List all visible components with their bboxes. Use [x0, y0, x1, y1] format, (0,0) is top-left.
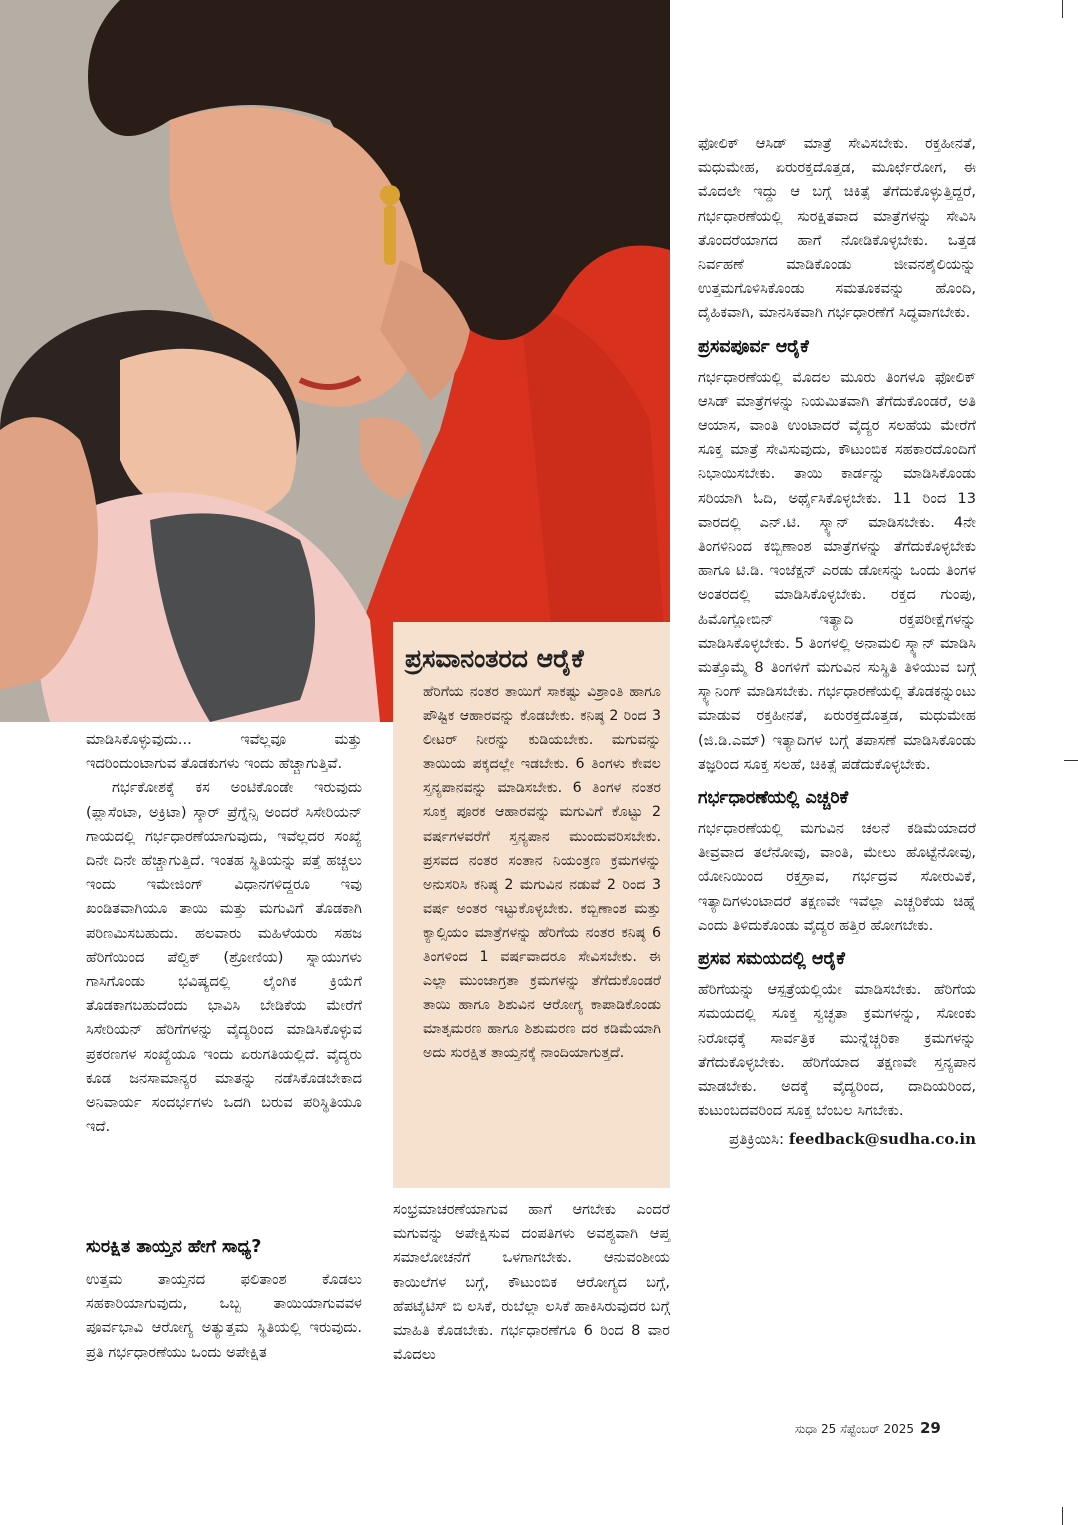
feedback-label: ಪ್ರತಿಕ್ರಿಯಿಸಿ: — [729, 1130, 785, 1149]
column-2-bottom — [393, 1198, 670, 1367]
feedback-line — [698, 1127, 976, 1151]
body-paragraph: ಫೋಲಿಕ್ ಆಸಿಡ್ ಮಾತ್ರೆ ಸೇವಿಸಬೇಕು. ರಕ್ತಹೀನತೆ, ಮಧುಮೇಹ, ಏರುರಕ್ತದೊತ್ತಡ, ಮೂರ್ಛೆರೋಗ, ಈ ಮೊದಲೇ ಇದ್ದು ಆ ಬಗ್ಗೆ ಚಿಕಿತ್ಸೆ ತೆಗೆದುಕೊಳ್ಳುತ್ತಿದ್ದರೆ, ಗರ್ಭಧಾರಣೆಯಲ್ಲಿ ಸುರಕ್ಷಿತವಾದ ಮಾತ್ರೆಗಳನ್ನು ಸೇವಿಸಿ ತೊಂದರೆಯಾಗದ ಹಾಗೆ ನೋಡಿಕೊಳ್ಳಬೇಕು. ಒತ್ತಡ ನಿರ್ವಹಣೆ ಮಾಡಿಕೊಂಡು ಜೀವನಶೈಲಿಯನ್ನು ಉತ್ತಮಗೊಳಿಸಿಕೊಂಡು ಸಮತೂಕವನ್ನು ಹೊಂದಿ, ದೈಹಿಕವಾಗಿ, ಮಾನಸಿಕವಾಗಿ ಗರ್ಭಧಾರಣೆಗೆ ಸಿದ್ಧವಾಗಬೇಕು. — [698, 135, 976, 322]
mother-baby-photo — [0, 0, 670, 722]
crop-mark — [1062, 1507, 1063, 1525]
body-paragraph: ಹೆರಿಗೆಯನ್ನು ಆಸ್ಪತ್ರೆಯಲ್ಲಿಯೇ ಮಾಡಿಸಬೇಕು. ಹೆರಿಗೆಯ ಸಮಯದಲ್ಲಿ ಸೂಕ್ತ ಸ್ವಚ್ಛತಾ ಕ್ರಮಗಳನ್ನು, ಸೋಂಕು ನಿರೋಧಕ್ಕೆ ಸಾರ್ವತ್ರಿಕ ಮುನ್ನೆಚ್ಚರಿಕಾ ಕ್ರಮಗಳನ್ನು ತೆಗೆದುಕೊಳ್ಳಬೇಕು. ಹೆರಿಗೆಯಾದ ತಕ್ಷಣವೇ ಸ್ತನ್ಯಪಾನ ಮಾಡಬೇಕು. ಅದಕ್ಕೆ ವೈದ್ಯರಿಂದ, ದಾದಿಯರಿಂದ, ಕುಟುಂಬದವರಿಂದ ಸೂಕ್ತ ಬೆಂಬಲ ಸಿಗಬೇಕು. — [698, 981, 976, 1120]
column-1-top — [86, 728, 362, 1139]
body-paragraph: ಗರ್ಭಧಾರಣೆಯಲ್ಲಿ ಮೊದಲ ಮೂರು ತಿಂಗಳೂ ಫೋಲಿಕ್ ಆಸಿಡ್ ಮಾತ್ರೆಗಳನ್ನು ನಿಯಮಿತವಾಗಿ ತೆಗೆದುಕೊಂಡರೆ, ಅತಿ ಆಯಾಸ, ವಾಂತಿ ಉಂಟಾದರೆ ವೈದ್ಯರ ಸಲಹೆಯ ಮೇರೆಗೆ ಸೂಕ್ತ ಮಾತ್ರೆ ಸೇವಿಸುವುದು, ಕೌಟುಂಬಿಕ ಸಹಕಾರದೊಂದಿಗೆ ನಿಭಾಯಿಸಬೇಕು. ತಾಯಿ ಕಾರ್ಡನ್ನು ಮಾಡಿಸಿಕೊಂಡು ಸರಿಯಾಗಿ ಓದಿ, ಅರ್ಥೈಸಿಕೊಳ್ಳಬೇಕು. 11 ರಿಂದ 13 ವಾರದಲ್ಲಿ ಎನ್.ಟಿ. ಸ್ಕ್ಯಾನ್ ಮಾಡಿಸಬೇಕು. 4ನೇ ತಿಂಗಳಿನಿಂದ ಕಬ್ಬಿಣಾಂಶ ಮಾತ್ರೆಗಳನ್ನು ತೆಗೆದುಕೊಳ್ಳಬೇಕು ಹಾಗೂ ಟಿ.ಡಿ. ಇಂಜೆಕ್ಷನ್ ಎರಡು ಡೋಸನ್ನು ಒಂದು ತಿಂಗಳ ಅಂತರದಲ್ಲಿ ಮಾಡಿಸಿಕೊಳ್ಳಬೇಕು. ರಕ್ತದ ಗುಂಪು, ಹಿಮೊಗ್ಲೋಬಿನ್ ಇತ್ಯಾದಿ ರಕ್ತಪರೀಕ್ಷೆಗಳನ್ನು ಮಾಡಿಸಿಕೊಳ್ಳಬೇಕು. 5 ತಿಂಗಳಲ್ಲಿ ಅನಾಮಲಿ ಸ್ಕ್ಯಾನ್ ಮಾಡಿಸಿ ಮತ್ತೊಮ್ಮೆ 8 ತಿಂಗಳಿಗೆ ಮಗುವಿನ ಸುಸ್ಥಿತಿ ತಿಳಿಯುವ ಬಗ್ಗೆ ಸ್ಕ್ಯಾನಿಂಗ್ ಮಾಡಿಸಬೇಕು. ಗರ್ಭಧಾರಣೆಯಲ್ಲಿ ತೊಡಕನ್ನುಂಟು ಮಾಡುವ ರಕ್ತಹೀನತೆ, ಏರುರಕ್ತದೊತ್ತಡ, ಮಧುಮೇಹ (ಜಿ.ಡಿ.ಎಮ್) ಇತ್ಯಾದಿಗಳ ಬಗ್ಗೆ ತಪಾಸಣೆ ಮಾಡಿಸಿಕೊಂಡು ತಜ್ಞರಿಂದ ಸೂಕ್ತ ಸಲಹೆ, ಚಿಕಿತ್ಸೆ ಪಡೆದುಕೊಳ್ಳಬೇಕು. — [698, 368, 976, 773]
body-paragraph: ಸಂಭ್ರಮಾಚರಣೆಯಾಗುವ ಹಾಗೆ ಆಗಬೇಕು ಎಂದರೆ ಮಗುವನ್ನು ಅಪೇಕ್ಷಿಸುವ ದಂಪತಿಗಳು ಅವಶ್ಯವಾಗಿ ಆಪ್ತ ಸಮಾಲೋಚನೆಗೆ ಒಳಗಾಗಬೇಕು. ಆನುವಂಶೀಯ ಕಾಯಿಲೆಗಳ ಬಗ್ಗೆ, ಕೌಟುಂಬಿಕ ಆರೋಗ್ಯದ ಬಗ್ಗೆ, ಹೆಪಟೈಟಿಸ್ ಬಿ ಲಸಿಕೆ, ರುಬೆಲ್ಲಾ ಲಸಿಕೆ ಹಾಕಿಸಿರುವುದರ ಬಗ್ಗೆ ಮಾಹಿತಿ ಕೊಡಬೇಕು. ಗರ್ಭಧಾರಣೆಗೂ 6 ರಿಂದ 8 ವಾರ ಮೊದಲು — [393, 1201, 670, 1364]
page-number: 29 — [920, 1419, 941, 1437]
folio-text: ಸುಧಾ 25 ಸೆಪ್ಟೆಂಬರ್ 2025 — [795, 1422, 914, 1436]
section-heading-prenatal-care: ಪ್ರಸವಪೂರ್ವ ಆರೈಕೆ — [698, 336, 809, 357]
box-text: ಹೆರಿಗೆಯ ನಂತರ ತಾಯಿಗೆ ಸಾಕಷ್ಟು ವಿಶ್ರಾಂತಿ ಹಾಗೂ ಪೌಷ್ಟಿಕ ಆಹಾರವನ್ನು ಕೊಡಬೇಕು. ಕನಿಷ್ಠ 2 ರಿಂದ 3 ಲೀಟರ್ ನೀರನ್ನು ಕುಡಿಯಬೇಕು. ಮಗುವನ್ನು ತಾಯಿಯ ಪಕ್ಕದಲ್ಲೇ ಇಡಬೇಕು. 6 ತಿಂಗಳು ಕೇವಲ ಸ್ತನ್ಯಪಾನವನ್ನು ಮಾಡಿಸಬೇಕು. 6 ತಿಂಗಳ ನಂತರ ಸೂಕ್ತ ಪೂರಕ ಆಹಾರವನ್ನು ಮಗುವಿಗೆ ಕೊಟ್ಟು 2 ವರ್ಷಗಳವರೆಗೆ ಸ್ತನ್ಯಪಾನ ಮುಂದುವರಿಸಬೇಕು. ಪ್ರಸವದ ನಂತರ ಸಂತಾನ ನಿಯಂತ್ರಣ ಕ್ರಮಗಳನ್ನು ಅನುಸರಿಸಿ ಕನಿಷ್ಠ 2 ಮಗುವಿನ ನಡುವೆ 2 ರಿಂದ 3 ವರ್ಷ ಅಂತರ ಇಟ್ಟುಕೊಳ್ಳಬೇಕು. ಕಬ್ಬಿಣಾಂಶ ಮತ್ತು ಕ್ಯಾಲ್ಸಿಯಂ ಮಾತ್ರೆಗಳನ್ನು ಹೆರಿಗೆಯ ನಂತರ ಕನಿಷ್ಠ 6 ತಿಂಗಳಿಂದ 1 ವರ್ಷವಾದರೂ ಸೇವಿಸಬೇಕು. ಈ ಎಲ್ಲಾ ಮುಂಜಾಗ್ರತಾ ಕ್ರಮಗಳನ್ನು ತೆಗೆದುಕೊಂಡರೆ ತಾಯಿ ಹಾಗೂ ಶಿಶುವಿನ ಆರೋಗ್ಯ ಕಾಪಾಡಿಕೊಂಡು ಮಾತೃಮರಣ ಹಾಗೂ ಶಿಶುಮರಣ ದರ ಕಡಿಮೆಯಾಗಿ ಅದು ಸುರಕ್ಷಿತ ತಾಯ್ತನಕ್ಕೆ ನಾಂದಿಯಾಗುತ್ತದೆ. — [423, 684, 661, 1062]
section-heading-pregnancy-warning: ಗರ್ಭಧಾರಣೆಯಲ್ಲಿ ಎಚ್ಚರಿಕೆ — [698, 788, 849, 809]
page-folio — [795, 1418, 941, 1439]
column-1-bottom — [86, 1234, 362, 1365]
section-heading-safe-motherhood: ಸುರಕ್ಷಿತ ತಾಯ್ತನ ಹೇಗೆ ಸಾಧ್ಯ? — [86, 1237, 262, 1257]
crop-mark — [1062, 0, 1063, 18]
feedback-email[interactable]: feedback@sudha.co.in — [788, 1130, 976, 1149]
crop-mark — [1064, 760, 1078, 761]
body-paragraph: ಮಾಡಿಸಿಕೊಳ್ಳುವುದು... ಇವೆಲ್ಲವೂ ಮತ್ತು ಇದರಿಂದುಂಟಾಗುವ ತೊಡಕುಗಳು ಇಂದು ಹೆಚ್ಚಾಗುತ್ತಿವೆ. — [86, 731, 362, 773]
body-paragraph: ಗರ್ಭಧಾರಣೆಯಲ್ಲಿ ಮಗುವಿನ ಚಲನೆ ಕಡಿಮೆಯಾದರೆ ತೀವ್ರವಾದ ತಲೆನೋವು, ವಾಂತಿ, ಮೇಲು ಹೊಟ್ಟೆನೋವು, ಯೋನಿಯಿಂದ ರಕ್ತಸ್ರಾವ, ಗರ್ಭದ್ರವ ಸೋರುವಿಕೆ, ಇತ್ಯಾದಿಗಳುಂಟಾದರೆ ತಕ್ಷಣವೇ ಇವೆಲ್ಲಾ ಎಚ್ಚರಿಕೆಯ ಚಿಹ್ನೆ ಎಂದು ತಿಳಿದುಕೊಂಡು ವೈದ್ಯರ ಹತ್ತಿರ ಹೋಗಬೇಕು. — [698, 820, 976, 934]
mother-baby-photo-icon — [0, 0, 670, 722]
section-heading-delivery-care: ಪ್ರಸವ ಸಮಯದಲ್ಲಿ ಆರೈಕೆ — [698, 949, 845, 970]
body-paragraph: ಉತ್ತಮ ತಾಯ್ತನದ ಫಲಿತಾಂಶ ಕೊಡಲು ಸಹಕಾರಿಯಾಗುವುದು, ಒಬ್ಬ ತಾಯಿಯಾಗುವವಳ ಪೂರ್ವಭಾವಿ ಆರೋಗ್ಯ ಅತ್ಯುತ್ತಮ ಸ್ಥಿತಿಯಲ್ಲಿ ಇರುವುದು. ಪ್ರತಿ ಗರ್ಭಧಾರಣೆಯು ಒಂದು ಅಪೇಕ್ಷಿತ — [86, 1271, 362, 1361]
postnatal-care-box — [393, 622, 670, 1188]
box-title: ಪ್ರಸವಾನಂತರದ ಆರೈಕೆ — [405, 644, 584, 673]
body-paragraph: ಗರ್ಭಕೋಶಕ್ಕೆ ಕಸ ಅಂಟಿಕೊಂಡೇ ಇರುವುದು (ಪ್ಲಾಸೆಂಟಾ, ಅಕ್ರಿಟಾ) ಸ್ಕಾರ್ ಪ್ರೆಗ್ನೆನ್ಸಿ ಅಂದರೆ ಸಿಸೇರಿಯನ್ ಗಾಯದಲ್ಲಿ ಗರ್ಭಧಾರಣೆಯಾಗುವುದು, ಇವೆಲ್ಲದರ ಸಂಖ್ಯೆ ದಿನೇ ದಿನೇ ಹೆಚ್ಚಾಗುತ್ತಿದೆ. ಇಂತಹ ಸ್ಥಿತಿಯನ್ನು ಪತ್ತೆ ಹಚ್ಚಲು ಇಂದು ಇಮೇಜಿಂಗ್ ವಿಧಾನಗಳಿದ್ದರೂ ಇವು ಖಂಡಿತವಾಗಿಯೂ ತಾಯಿ ಮತ್ತು ಮಗುವಿಗೆ ತೊಡಕಾಗಿ ಪರಿಣಮಿಸಬಹುದು. ಹಲವಾರು ಮಹಿಳೆಯರು ಸಹಜ ಹೆರಿಗೆಯಿಂದ ಪೆಲ್ವಿಕ್ (ಶ್ರೋಣಿಯ) ಸ್ನಾಯುಗಳು ಗಾಸಿಗೊಂಡು ಭವಿಷ್ಯದಲ್ಲಿ ಲೈಂಗಿಕ ಕ್ರಿಯೆಗೆ ತೊಡಕಾಗಬಹುದೆಂದು ಭಾವಿಸಿ ಬೇಡಿಕೆಯ ಮೇರೆಗೆ ಸಿಸೇರಿಯನ್ ಹೆರಿಗೆಗಳನ್ನು ವೈದ್ಯರಿಂದ ಮಾಡಿಸಿಕೊಳ್ಳುವ ಪ್ರಕರಣಗಳ ಸಂಖ್ಯೆಯೂ ಇಂದು ಏರುಗತಿಯಲ್ಲಿದೆ. ವೈದ್ಯರು ಕೂಡ ಜನಸಾಮಾನ್ಯರ ಮಾತನ್ನು ನಡೆಸಿಕೊಡಬೇಕಾದ ಅನಿವಾರ್ಯ ಸಂದರ್ಭಗಳು ಒದಗಿ ಬರುವ ಪರಿಸ್ಥಿತಿಯೂ ಇದೆ. — [86, 779, 362, 1136]
column-3 — [698, 132, 976, 1152]
